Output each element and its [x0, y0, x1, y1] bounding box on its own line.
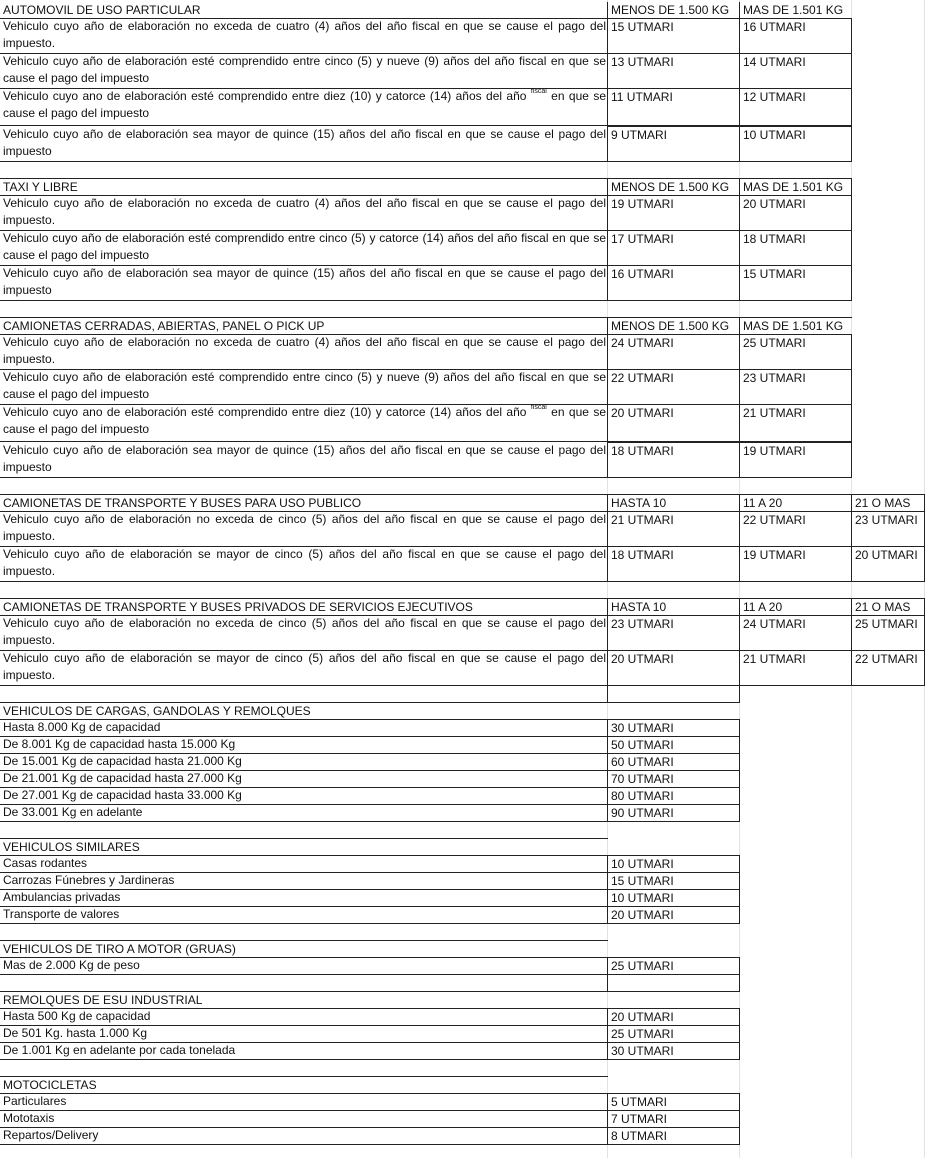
value-cell[interactable]: 18 UTMARI: [607, 442, 740, 478]
row-label[interactable]: De 1.001 Kg en adelante por cada tonelada: [0, 1042, 608, 1060]
value-cell[interactable]: 50 UTMARI: [607, 736, 740, 754]
column-header[interactable]: 11 A 20: [739, 598, 852, 616]
row-description[interactable]: Vehiculo cuyo año de elaboración esté comprendido entre cinco (5) y catorce (14) años del año fiscal en que se cause el pago del impuesto: [0, 230, 608, 266]
row-label[interactable]: De 33.001 Kg en adelante: [0, 804, 608, 822]
section-title[interactable]: CAMIONETAS DE TRANSPORTE Y BUSES PARA USO PUBLICO: [0, 494, 608, 512]
section-title[interactable]: CAMIONETAS CERRADAS, ABIERTAS, PANEL O PICK UP: [0, 317, 608, 335]
value-cell[interactable]: 70 UTMARI: [607, 770, 740, 788]
value-cell[interactable]: 14 UTMARI: [739, 53, 852, 89]
value-cell[interactable]: 15 UTMARI: [607, 18, 740, 54]
value-cell[interactable]: 24 UTMARI: [739, 615, 852, 651]
row-label[interactable]: Mototaxis: [0, 1110, 608, 1128]
row-label[interactable]: Hasta 8.000 Kg de capacidad: [0, 719, 608, 737]
row-label[interactable]: Mas de 2.000 Kg de peso: [0, 957, 608, 975]
section-title[interactable]: AUTOMOVIL DE USO PARTICULAR: [0, 2, 608, 19]
value-cell[interactable]: 10 UTMARI: [739, 126, 852, 162]
value-cell[interactable]: 22 UTMARI: [607, 369, 740, 405]
value-cell[interactable]: 21 UTMARI: [739, 404, 852, 442]
superscript: fiscal: [530, 404, 547, 411]
row-label[interactable]: Repartos/Delivery: [0, 1127, 608, 1145]
value-cell[interactable]: 30 UTMARI: [607, 719, 740, 737]
value-cell[interactable]: 22 UTMARI: [739, 511, 852, 547]
value-cell[interactable]: 13 UTMARI: [607, 53, 740, 89]
row-label[interactable]: De 27.001 Kg de capacidad hasta 33.000 Kg: [0, 787, 608, 805]
row-description[interactable]: Vehiculo cuyo año de elaboración esté comprendido entre cinco (5) y nueve (9) años del año fiscal en que se cause el pago del impuesto: [0, 369, 608, 405]
value-cell[interactable]: 20 UTMARI: [851, 546, 925, 582]
value-cell[interactable]: 12 UTMARI: [739, 88, 852, 126]
value-cell[interactable]: 19 UTMARI: [607, 195, 740, 231]
value-cell[interactable]: 10 UTMARI: [607, 855, 740, 873]
desc-part: en que se cause el pago del impuesto: [3, 89, 607, 120]
value-cell[interactable]: 21 UTMARI: [739, 650, 852, 686]
row-description[interactable]: [0, 88, 608, 126]
section-title[interactable]: REMOLQUES DE ESU INDUSTRIAL: [0, 991, 608, 1009]
value-cell[interactable]: 90 UTMARI: [607, 804, 740, 822]
value-cell[interactable]: 21 UTMARI: [607, 511, 740, 547]
value-cell[interactable]: 18 UTMARI: [607, 546, 740, 582]
row-description[interactable]: Vehiculo cuyo año de elaboración no exceda de cuatro (4) años del año fiscal en que se cause el pago del impuesto.: [0, 334, 608, 370]
row-label[interactable]: De 21.001 Kg de capacidad hasta 27.000 Kg: [0, 770, 608, 788]
row-description[interactable]: Vehiculo cuyo año de elaboración sea mayor de quince (15) años del año fiscal en que se cause el pago del impuesto: [0, 442, 608, 478]
column-header[interactable]: 21 O MAS: [851, 494, 925, 512]
value-cell[interactable]: 9 UTMARI: [607, 126, 740, 162]
row-description[interactable]: Vehiculo cuyo año de elaboración no exceda de cuatro (4) años del año fiscal en que se cause el pago del impuesto.: [0, 18, 608, 54]
row-description[interactable]: Vehiculo cuyo año de elaboración no exceda de cinco (5) años del año fiscal en que se cause el pago del impuesto.: [0, 511, 608, 547]
value-cell[interactable]: 60 UTMARI: [607, 753, 740, 771]
row-label[interactable]: Casas rodantes: [0, 855, 608, 873]
row-label[interactable]: De 501 Kg. hasta 1.000 Kg: [0, 1025, 608, 1043]
value-cell[interactable]: 20 UTMARI: [607, 404, 740, 442]
section-title[interactable]: MOTOCICLETAS: [0, 1076, 608, 1094]
value-cell[interactable]: 15 UTMARI: [739, 265, 852, 301]
value-cell[interactable]: 23 UTMARI: [739, 369, 852, 405]
value-cell[interactable]: 23 UTMARI: [607, 615, 740, 651]
empty-cell[interactable]: [607, 974, 740, 992]
value-cell[interactable]: 80 UTMARI: [607, 787, 740, 805]
value-cell[interactable]: 25 UTMARI: [739, 334, 852, 370]
value-cell[interactable]: 20 UTMARI: [607, 906, 740, 924]
value-cell[interactable]: 25 UTMARI: [607, 957, 740, 975]
column-header[interactable]: HASTA 10: [607, 494, 740, 512]
column-header[interactable]: MENOS DE 1.500 KG: [607, 178, 740, 196]
section-title[interactable]: VEHICULOS DE TIRO A MOTOR (GRUAS): [0, 940, 608, 958]
value-cell[interactable]: 7 UTMARI: [607, 1110, 740, 1128]
row-label[interactable]: Particulares: [0, 1093, 608, 1111]
row-description[interactable]: Vehiculo cuyo año de elaboración se mayor de cinco (5) años del año fiscal en que se cause el pago del impuesto.: [0, 546, 608, 582]
row-description[interactable]: Vehiculo cuyo año de elaboración no exceda de cuatro (4) años del año fiscal en que se cause el pago del impuesto.: [0, 195, 608, 231]
value-cell[interactable]: 25 UTMARI: [851, 615, 925, 651]
section-title[interactable]: CAMIONETAS DE TRANSPORTE Y BUSES PRIVADOS DE SERVICIOS EJECUTIVOS: [0, 598, 608, 616]
desc-part: en que se cause el pago del impuesto: [3, 405, 607, 436]
value-cell[interactable]: 24 UTMARI: [607, 334, 740, 370]
value-cell[interactable]: 16 UTMARI: [739, 18, 852, 54]
row-label[interactable]: De 8.001 Kg de capacidad hasta 15.000 Kg: [0, 736, 608, 754]
column-header[interactable]: MENOS DE 1.500 KG: [607, 2, 740, 19]
column-header[interactable]: MENOS DE 1.500 KG: [607, 317, 740, 335]
value-cell[interactable]: 8 UTMARI: [607, 1127, 740, 1145]
value-cell[interactable]: 22 UTMARI: [851, 650, 925, 686]
value-cell[interactable]: 25 UTMARI: [607, 1025, 740, 1043]
row-label[interactable]: Transporte de valores: [0, 906, 608, 924]
section-title[interactable]: VEHICULOS DE CARGAS, GANDOLAS Y REMOLQUES: [0, 702, 608, 720]
row-description[interactable]: [0, 404, 608, 442]
row-description[interactable]: Vehiculo cuyo año de elaboración esté comprendido entre cinco (5) y nueve (9) años del año fiscal en que se cause el pago del impuesto: [0, 53, 608, 89]
value-cell[interactable]: 23 UTMARI: [851, 511, 925, 547]
value-cell[interactable]: 20 UTMARI: [739, 195, 852, 231]
desc-part: Vehiculo cuyo ano de elaboración esté comprendido entre diez (10) y catorce (14) años del año: [3, 89, 531, 103]
row-label[interactable]: Hasta 500 Kg de capacidad: [0, 1008, 608, 1026]
column-header[interactable]: MAS DE 1.501 KG: [739, 178, 852, 196]
value-cell[interactable]: 20 UTMARI: [607, 1008, 740, 1026]
value-cell[interactable]: 10 UTMARI: [607, 889, 740, 907]
empty-cell[interactable]: [607, 685, 740, 703]
row-description[interactable]: Vehiculo cuyo año de elaboración se mayor de cinco (5) años del año fiscal en que se cause el pago del impuesto.: [0, 650, 608, 686]
value-cell[interactable]: 20 UTMARI: [607, 650, 740, 686]
column-header[interactable]: HASTA 10: [607, 598, 740, 616]
value-cell[interactable]: 30 UTMARI: [607, 1042, 740, 1060]
value-cell[interactable]: 5 UTMARI: [607, 1093, 740, 1111]
column-header[interactable]: MAS DE 1.501 KG: [739, 2, 852, 19]
column-header[interactable]: MAS DE 1.501 KG: [739, 317, 852, 335]
value-cell[interactable]: 18 UTMARI: [739, 230, 852, 266]
value-cell[interactable]: 17 UTMARI: [607, 230, 740, 266]
value-cell[interactable]: 16 UTMARI: [607, 265, 740, 301]
column-header[interactable]: 21 O MAS: [851, 598, 925, 616]
row-label[interactable]: Ambulancias privadas: [0, 889, 608, 907]
value-cell[interactable]: 19 UTMARI: [739, 442, 852, 478]
section-title[interactable]: TAXI Y LIBRE: [0, 178, 608, 196]
row-label[interactable]: Carrozas Fúnebres y Jardineras: [0, 872, 608, 890]
row-description[interactable]: Vehiculo cuyo año de elaboración sea mayor de quince (15) años del año fiscal en que se cause el pago del impuesto: [0, 126, 608, 162]
value-cell[interactable]: 15 UTMARI: [607, 872, 740, 890]
desc-part: Vehiculo cuyo ano de elaboración esté comprendido entre diez (10) y catorce (14) años del año: [3, 405, 531, 419]
section-title[interactable]: VEHICULOS SIMILARES: [0, 838, 608, 856]
superscript: fiscal: [530, 88, 547, 95]
row-description[interactable]: Vehiculo cuyo año de elaboración no exceda de cinco (5) años del año fiscal en que se cause el pago del impuesto.: [0, 615, 608, 651]
value-cell[interactable]: 19 UTMARI: [739, 546, 852, 582]
column-header[interactable]: 11 A 20: [739, 494, 852, 512]
value-cell[interactable]: 11 UTMARI: [607, 88, 740, 126]
row-label[interactable]: De 15.001 Kg de capacidad hasta 21.000 Kg: [0, 753, 608, 771]
row-description[interactable]: Vehiculo cuyo año de elaboración sea mayor de quince (15) años del año fiscal en que se cause el pago del impuesto: [0, 265, 608, 301]
